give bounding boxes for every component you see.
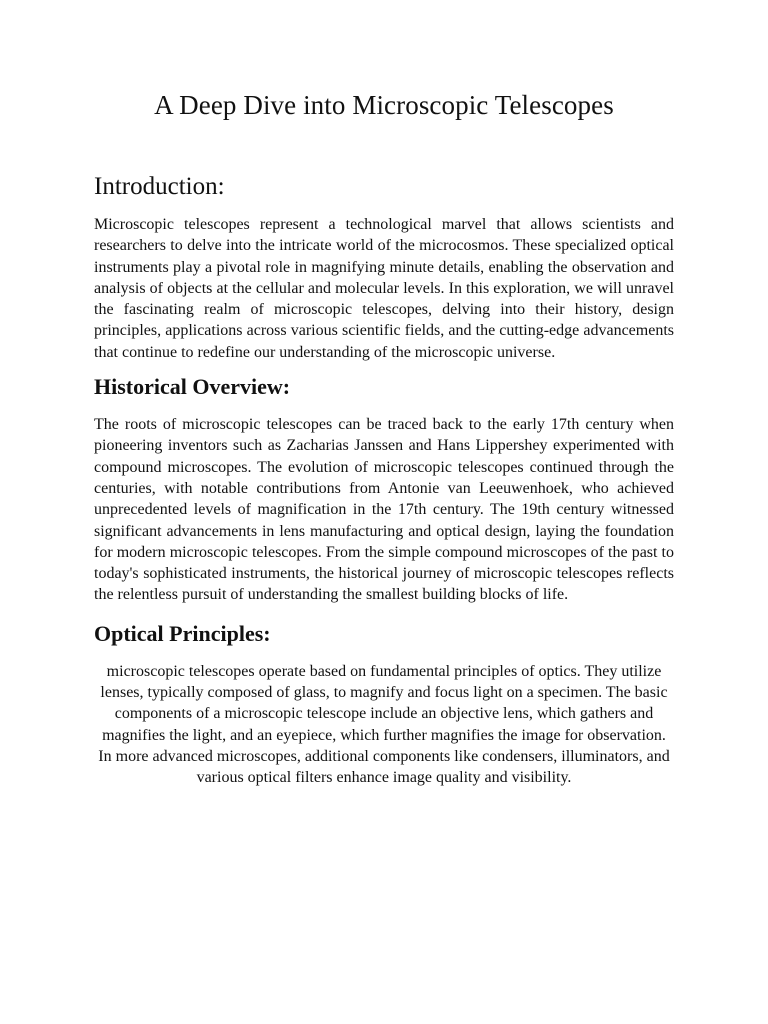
section-body-introduction: Microscopic telescopes represent a technological marvel that allows scientists and researchers to delve into the intricate world of the microcosmos. These specialized optical instruments play a pivotal role in magnifying minute details, enabling the observation and analysis of objects at the cellular and molecular levels. In this exploration, we will unravel the fascinating realm of microscopic telescopes, delving into their history, design principles, applications across various scientific fields, and the cutting-edge advancements that continue to redefine our understanding of the microscopic universe.	[94, 216, 674, 361]
section-body-optical-principles: microscopic telescopes operate based on fundamental principles of optics. They utilize lenses, typically composed of glass, to magnify and focus light on a specimen. The basic components of a microscopic telescope include an objective lens, which gathers and magnifies the light, and an eyepiece, which further magnifies the image for observation. In more advanced microscopes, additional components like condensers, illuminators, and various optical filters enhance image quality and visibility.	[98, 662, 670, 787]
section-historical-overview	[94, 372, 674, 606]
section-heading-optical-principles: Optical Principles:	[94, 620, 271, 646]
section-optical-principles	[94, 619, 674, 789]
document-title: A Deep Dive into Microscopic Telescopes	[154, 90, 614, 120]
section-heading-introduction: Introduction:	[94, 173, 225, 200]
section-body-historical-overview: The roots of microscopic telescopes can be traced back to the early 17th century when pioneering inventors such as Zacharias Janssen and Hans Lippershey experimented with compound microscopes. The evolution of microscopic telescopes continued through the centuries, with notable contributions from Antonie van Leeuwenhoek, who achieved unprecedented levels of magnification in the 17th century. The 19th century witnessed significant advancements in lens manufacturing and optical design, laying the foundation for modern microscopic telescopes. From the simple compound microscopes of the past to today's sophisticated instruments, the historical journey of microscopic telescopes reflects the relentless pursuit of understanding the smallest building blocks of life.	[94, 416, 674, 604]
section-heading-historical-overview: Historical Overview:	[94, 374, 291, 400]
section-introduction	[94, 172, 674, 363]
